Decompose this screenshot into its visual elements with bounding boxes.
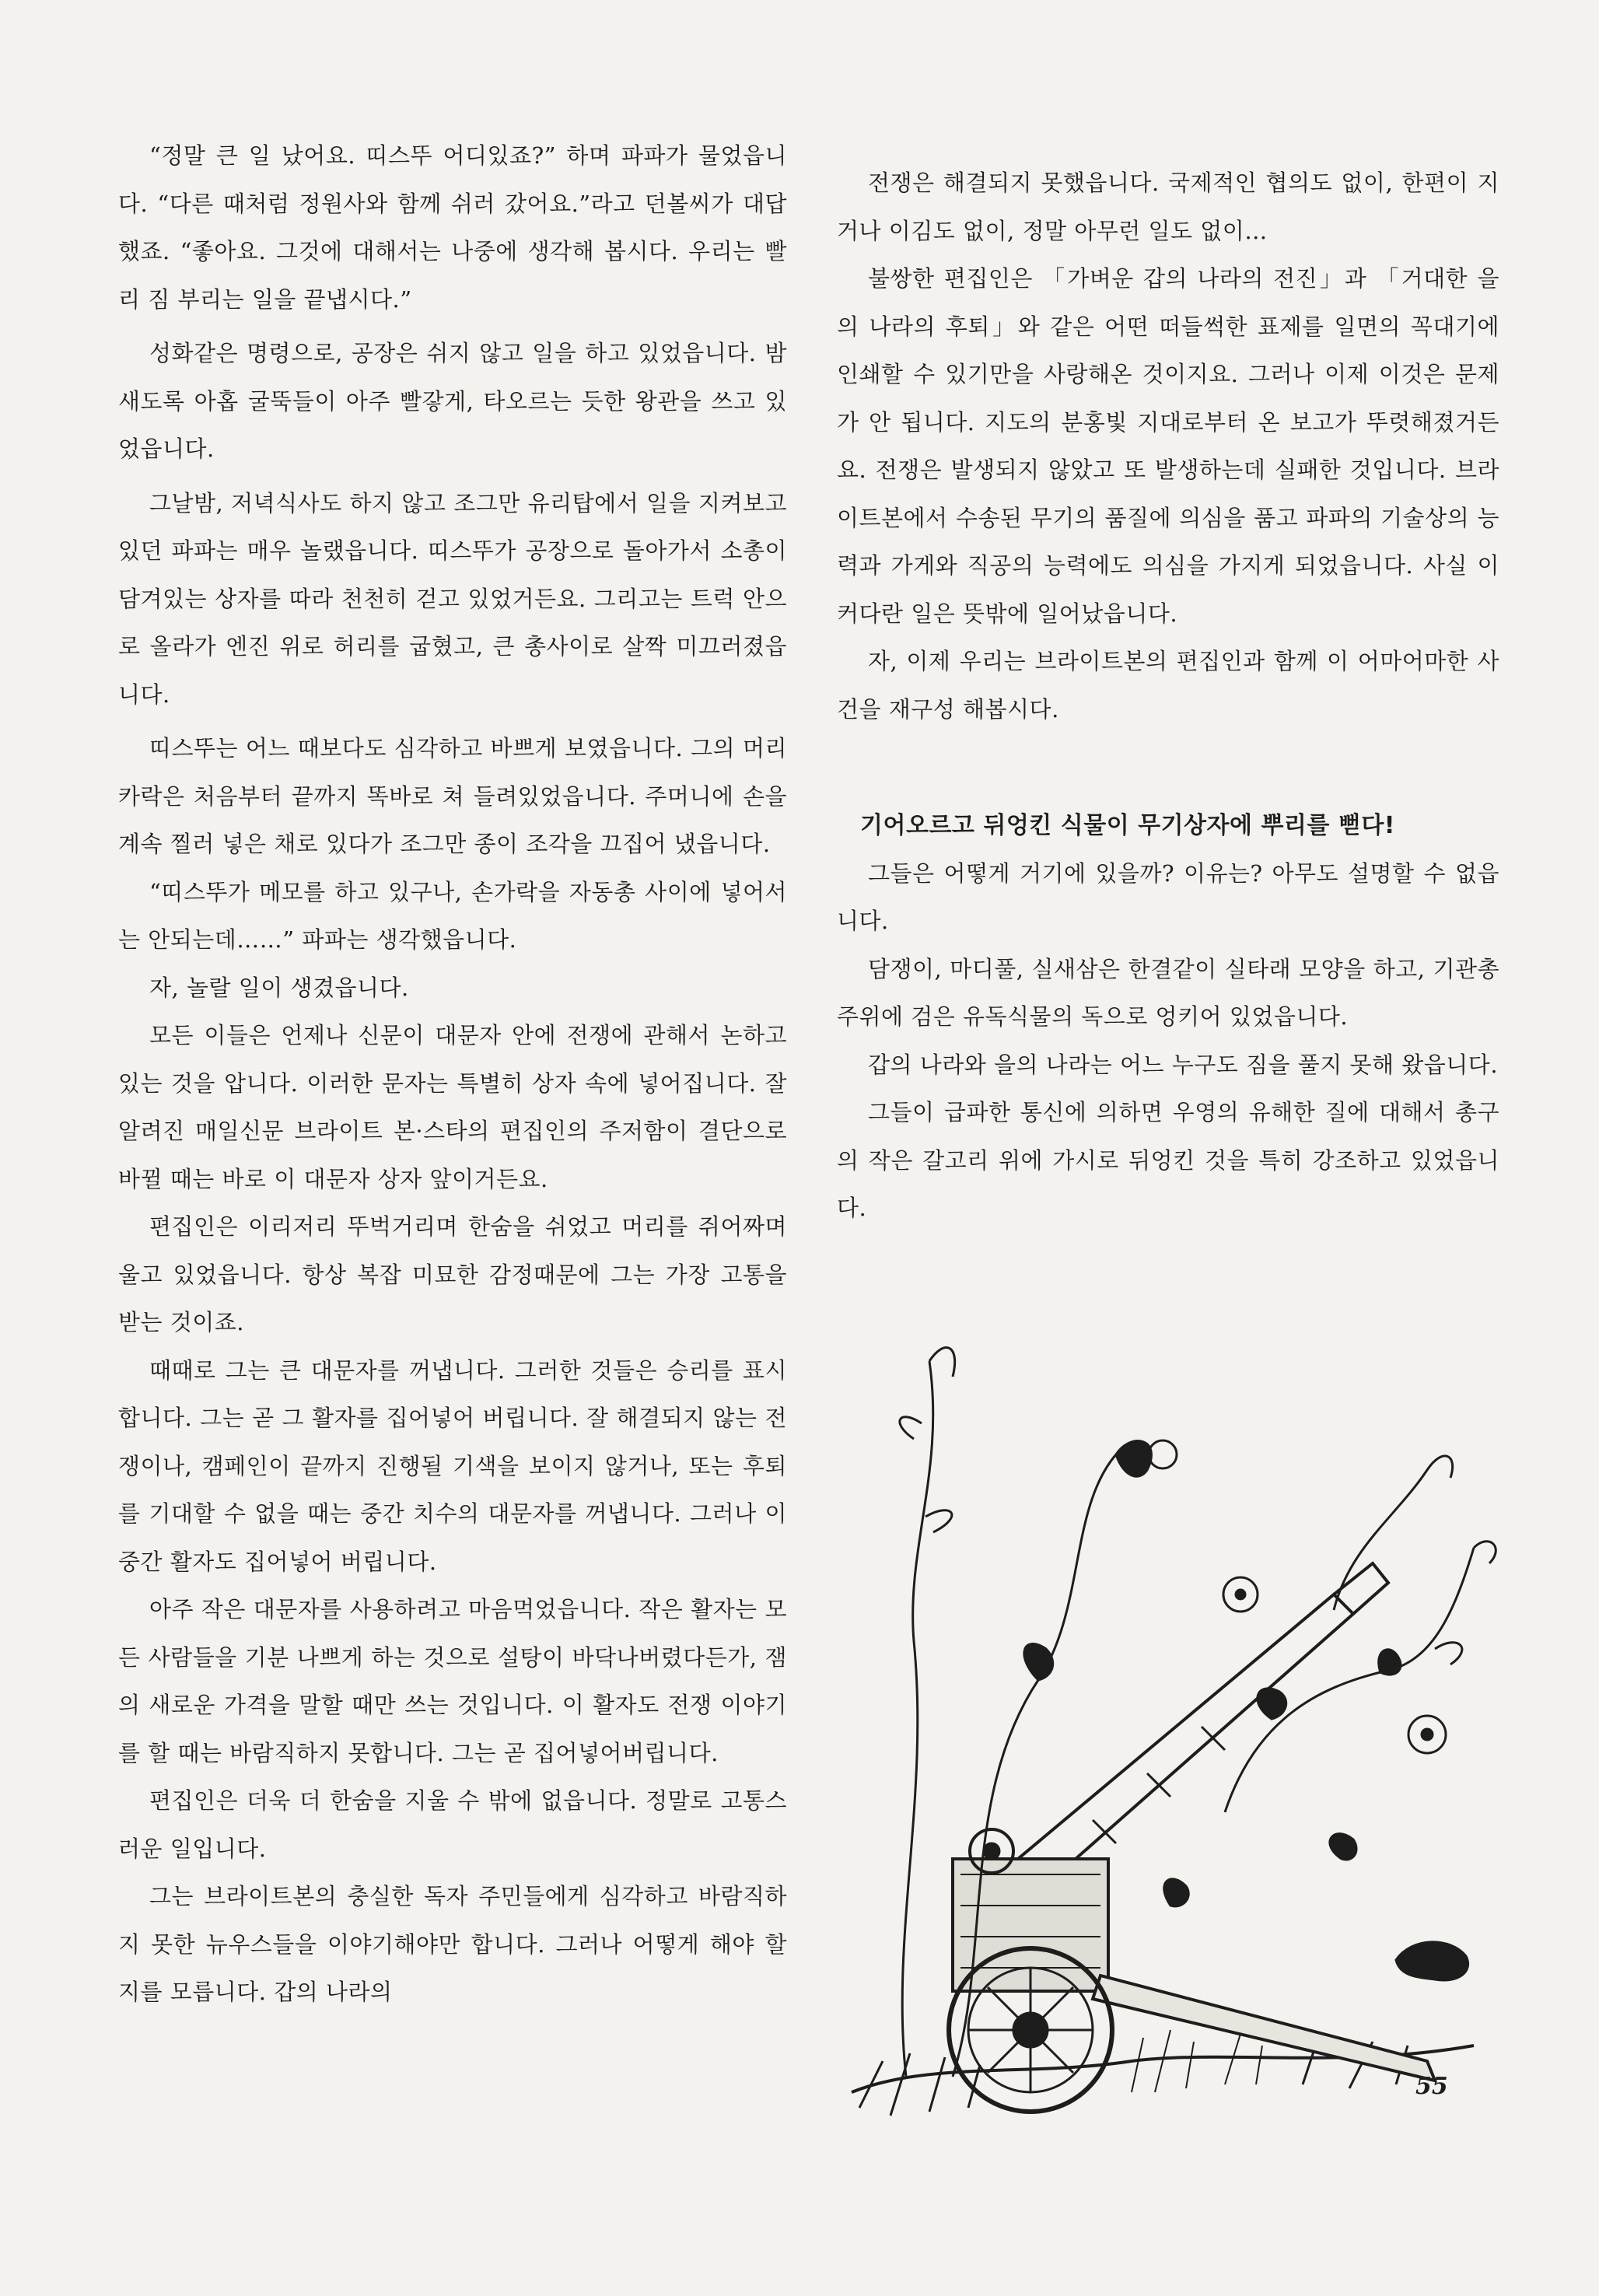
paragraph: 띠스뚜는 어느 때보다도 심각하고 바쁘게 보였읍니다. 그의 머리카락은 처음부터 끝까지 똑바로 쳐 들려있었읍니다. 주머니에 손을 계속 찔러 넣은 채로 있다가 조그만 종이 조각을 끄집어 냈읍니다. bbox=[118, 735, 787, 857]
paragraph: 자, 이제 우리는 브라이트본의 편집인과 함께 이 어마어마한 사건을 재구성 해봅시다. bbox=[837, 648, 1499, 723]
paragraph: 편집인은 이리저리 뚜벅거리며 한숨을 쉬었고 머리를 쥐어짜며 울고 있었읍니다. 항상 복잡 미묘한 감정때문에 그는 가장 고통을 받는 것이죠. bbox=[118, 1213, 787, 1335]
paragraph: “정말 큰 일 났어요. 띠스뚜 어디있죠?” 하며 파파가 물었읍니다. “다른 때처럼 정원사와 함께 쉬러 갔어요.”라고 던볼씨가 대답했죠. “좋아요. 그것에 대해서는 나중에 생각해 봅시다. 우리는 빨리 짐 부리는 일을 끝냅시다.” bbox=[118, 142, 787, 313]
paragraph: 그날밤, 저녁식사도 하지 않고 조그만 유리탑에서 일을 지켜보고 있던 파파는 매우 놀랬읍니다. 띠스뚜가 공장으로 돌아가서 소총이 담겨있는 상자를 따라 천천히 걷고 있었거든요. 그리고는 트럭 안으로 올라가 엔진 위로 허리를 굽혔고, 큰 총사이로 살짝 미끄러졌읍니다. bbox=[118, 489, 787, 708]
paragraph: 담쟁이, 마디풀, 실새삼은 한결같이 실타래 모양을 하고, 기관총 주위에 검은 유독식물의 독으로 엉키어 있었읍니다. bbox=[837, 955, 1499, 1030]
paragraph: 아주 작은 대문자를 사용하려고 마음먹었읍니다. 작은 활자는 모든 사람들을 기분 나쁘게 하는 것으로 설탕이 바닥나버렸다든가, 잼의 새로운 가격을 말할 때만 쓰는 것입니다. 이 활자도 전쟁 이야기를 할 때는 바람직하지 못합니다. 그는 곧 집어넣어버립니다. bbox=[118, 1596, 787, 1766]
section-heading: 기어오르고 뒤엉킨 식물이 무기상자에 뿌리를 뻗다! bbox=[860, 812, 1395, 839]
left-text-column bbox=[118, 132, 787, 2017]
paragraph: 그는 브라이트본의 충실한 독자 주민들에게 심각하고 바람직하지 못한 뉴우스들을 이야기해야만 합니다. 그러나 어떻게 해야 할 지를 모릅니다. 갑의 나라의 bbox=[118, 1883, 787, 2005]
paragraph: 갑의 나라와 을의 나라는 어느 누구도 짐을 풀지 못해 왔읍니다. bbox=[868, 1051, 1499, 1078]
paragraph: 편집인은 더욱 더 한숨을 지울 수 밖에 없읍니다. 정말로 고통스러운 일입니다. bbox=[118, 1787, 787, 1862]
paragraph: “띠스뚜가 메모를 하고 있구나, 손가락을 자동총 사이에 넣어서는 안되는데……” 파파는 생각했읍니다. bbox=[118, 878, 787, 953]
paragraph: 자, 놀랄 일이 생겼읍니다. bbox=[149, 974, 409, 1001]
paragraph: 불쌍한 편집인은 「가벼운 갑의 나라의 전진」과 「거대한 을의 나라의 후퇴」와 같은 어떤 떠들썩한 표제를 일면의 꼭대기에 인쇄할 수 있기만을 사랑해온 것이지요. 그러나 이제 이것은 문제가 안 됩니다. 지도의 분홍빛 지대로부터 온 보고가 뚜렷해졌거든요. 전쟁은 발생되지 않았고 또 발생하는데 실패한 것입니다. 브라이트본에서 수송된 무기의 품질에 의심을 품고 파파의 기술상의 능력과 가게와 직공의 능력에도 의심을 가지게 되었읍니다. 사실 이 커다란 일은 뜻밖에 일어났읍니다. bbox=[837, 265, 1499, 627]
paragraph: 모든 이들은 언제나 신문이 대문자 안에 전쟁에 관해서 논하고 있는 것을 압니다. 이러한 문자는 특별히 상자 속에 넣어집니다. 잘 알려진 매일신문 브라이트 본·스타의 편집인의 주저함이 결단으로 바뀔 때는 바로 이 대문자 상자 앞이거든요. bbox=[118, 1022, 787, 1192]
paragraph: 때때로 그는 큰 대문자를 꺼냅니다. 그러한 것들은 승리를 표시합니다. 그는 곧 그 활자를 집어넣어 버립니다. 잘 해결되지 않는 전쟁이나, 캠페인이 끝까지 진행될 기색을 보이지 않거나, 또는 후퇴를 기대할 수 없을 때는 중간 치수의 대문자를 꺼냅니다. 그러나 이 중간 활자도 집어넣어 버립니다. bbox=[118, 1356, 787, 1575]
cannon-overgrown-illustration bbox=[836, 1314, 1513, 2131]
paragraph: 그들이 급파한 통신에 의하면 우영의 유해한 질에 대해서 총구의 작은 갈고리 위에 가시로 뒤엉킨 것을 특히 강조하고 있었읍니다. bbox=[837, 1099, 1499, 1221]
paragraph: 그들은 어떻게 거기에 있을까? 이유는? 아무도 설명할 수 없읍니다. bbox=[837, 859, 1499, 934]
paragraph: 성화같은 명령으로, 공장은 쉬지 않고 일을 하고 있었읍니다. 밤새도록 아홉 굴뚝들이 아주 빨갛게, 타오르는 듯한 왕관을 쓰고 있었읍니다. bbox=[118, 340, 787, 462]
page-number: 55 bbox=[1415, 2073, 1448, 2100]
paragraph: 전쟁은 해결되지 못했읍니다. 국제적인 협의도 없이, 한편이 지거나 이김도 없이, 정말 아무런 일도 없이… bbox=[837, 170, 1499, 244]
right-text-column bbox=[837, 159, 1499, 1233]
